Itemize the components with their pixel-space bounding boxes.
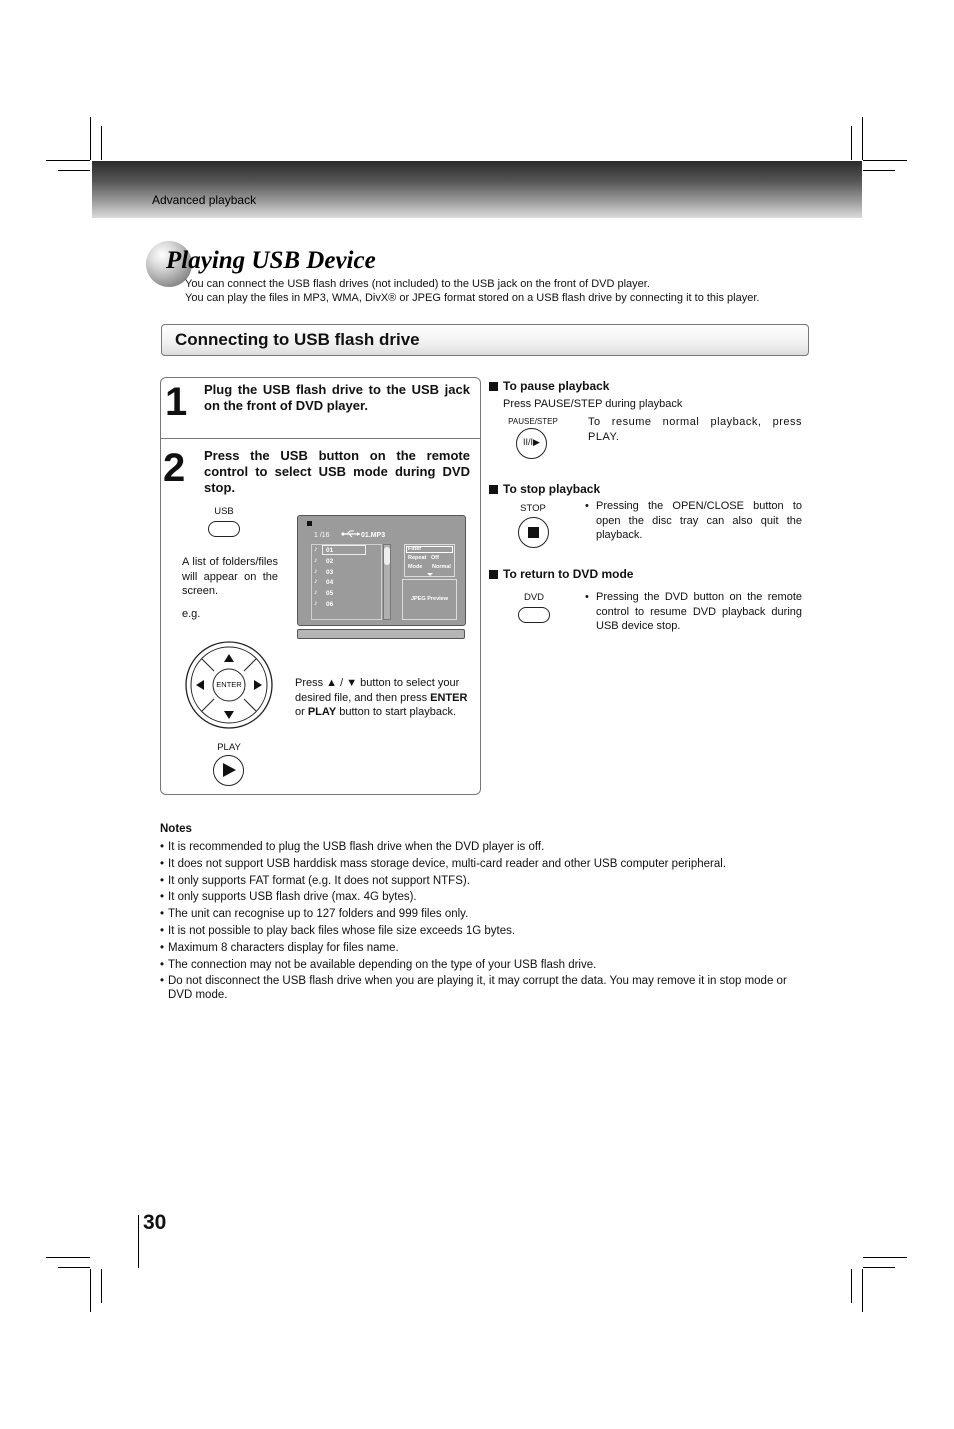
note-item: • The unit can recognise up to 127 folders and 999 files only. [160, 908, 469, 920]
play-button-label: PLAY [217, 742, 241, 753]
file-list-panel [311, 544, 382, 620]
list-caption: A list of folders/files will appear on the screen. [182, 556, 278, 597]
file-row[interactable]: 02 [326, 557, 334, 565]
section-heading: Connecting to USB flash drive [175, 330, 420, 349]
notes-title: Notes [160, 823, 192, 835]
enter-button-label: ENTER [216, 680, 242, 689]
stop-square-icon [528, 527, 539, 538]
bullet-icon: • [160, 959, 165, 971]
current-filename: 01.MP3 [361, 532, 386, 539]
options-down-arrow-icon [427, 573, 433, 576]
step-1-number: 1 [165, 380, 188, 424]
bullet-icon: • [160, 925, 165, 937]
music-note-icon: ♪ [314, 600, 318, 607]
pause-step-glyph: II/I▶ [523, 437, 540, 447]
play-triangle-icon [223, 763, 236, 777]
stop-note: • Pressing the OPEN/CLOSE button to open the disc tray can also quit the playback. [585, 500, 802, 541]
square-bullet-icon [489, 485, 498, 494]
intro-line-2: You can play the files in MP3, WMA, DivX® or JPEG format stored on a USB flash drive by connecting it to this player. [185, 292, 760, 304]
bullet-icon: • [160, 841, 165, 853]
usb-button-icon [208, 521, 240, 537]
note-item: • It is not possible to play back files whose file size exceeds 1G bytes. [160, 925, 516, 937]
pause-step-button-label: PAUSE/STEP [508, 417, 558, 426]
dvd-heading: To return to DVD mode [489, 567, 633, 581]
stop-indicator-icon [307, 521, 312, 526]
bullet-icon: • [160, 858, 165, 870]
section-label: Advanced playback [152, 193, 257, 207]
scrollbar-thumb[interactable] [384, 547, 390, 565]
mode-label: Mode [408, 564, 423, 570]
music-note-icon: ♪ [314, 578, 318, 586]
note-item: • It only supports USB flash drive (max. 4G bytes). [160, 891, 417, 903]
select-instruction: Press ▲ / ▼ button to select your desired file, and then press ENTER or PLAY button to start playback. [295, 677, 468, 718]
note-item: • Do not disconnect the USB flash drive when you are playing it, it may corrupt the data. You may remove it in stop mode or DVD mode. [160, 975, 787, 1001]
pause-heading: To pause playback [489, 379, 609, 393]
page-number: 30 [143, 1211, 167, 1234]
file-row[interactable]: 03 [326, 568, 334, 576]
note-item: • The connection may not be available depending on the type of your USB flash drive. [160, 959, 597, 971]
usb-button-label: USB [214, 506, 234, 517]
bullet-icon: • [160, 891, 165, 903]
header-band [92, 161, 862, 218]
file-counter: 1 /16 [314, 532, 330, 539]
dvd-button-label: DVD [523, 592, 545, 603]
eg-label: e.g. [182, 608, 201, 620]
music-note-icon: ♪ [314, 589, 318, 597]
dvd-button-icon [518, 607, 550, 623]
bullet-icon: • [160, 875, 165, 887]
square-bullet-icon [489, 382, 498, 391]
music-note-icon: ♪ [314, 567, 318, 575]
jpeg-preview-label: JPEG Preview [411, 596, 448, 602]
note-item: • Maximum 8 characters display for files name. [160, 942, 399, 954]
note-item: • It does not support USB harddisk mass storage device, multi-card reader and other USB computer peripheral. [160, 858, 727, 870]
file-row[interactable]: 05 [326, 590, 334, 598]
music-note-icon: ♪ [314, 556, 318, 564]
dvd-note: • Pressing the DVD button on the remote control to resume DVD playback during USB device stop. [585, 591, 802, 632]
step-2-number: 2 [163, 446, 186, 490]
screen-status-bar [297, 629, 465, 639]
step-2-text: Press the USB button on the remote control to select USB mode during DVD stop. [204, 448, 470, 495]
intro-line-1: You can connect the USB flash drives (not included) to the USB jack on the front of DVD player. [185, 278, 650, 290]
bullet-icon: • [160, 975, 165, 987]
step-divider [160, 438, 481, 439]
stop-heading: To stop playback [489, 482, 600, 496]
repeat-value: Off [431, 555, 439, 561]
square-bullet-icon [489, 570, 498, 579]
page-title: Playing USB Device [166, 247, 376, 274]
file-row[interactable]: 06 [326, 601, 334, 608]
bullet-icon: • [160, 942, 165, 954]
file-row[interactable]: 04 [326, 579, 334, 587]
pause-text: To resume normal playback, press PLAY. [588, 416, 802, 443]
pause-subtext: Press PAUSE/STEP during playback [503, 398, 683, 410]
note-item: • It only supports FAT format (e.g. It does not support NTFS). [160, 875, 470, 887]
usb-symbol-icon [341, 530, 361, 538]
bullet-icon: • [160, 908, 165, 920]
repeat-label: Repeat [408, 555, 427, 561]
music-note-icon: ♪ [314, 546, 318, 553]
mode-value: Normal [432, 564, 451, 570]
file-row[interactable]: 01 [326, 547, 334, 554]
step-1-text: Plug the USB flash drive to the USB jack on the front of DVD player. [204, 382, 470, 413]
stop-button-label: STOP [520, 503, 546, 514]
note-item: • It is recommended to plug the USB flash drive when the DVD player is off. [160, 841, 545, 853]
filter-label: Filter [408, 546, 422, 552]
